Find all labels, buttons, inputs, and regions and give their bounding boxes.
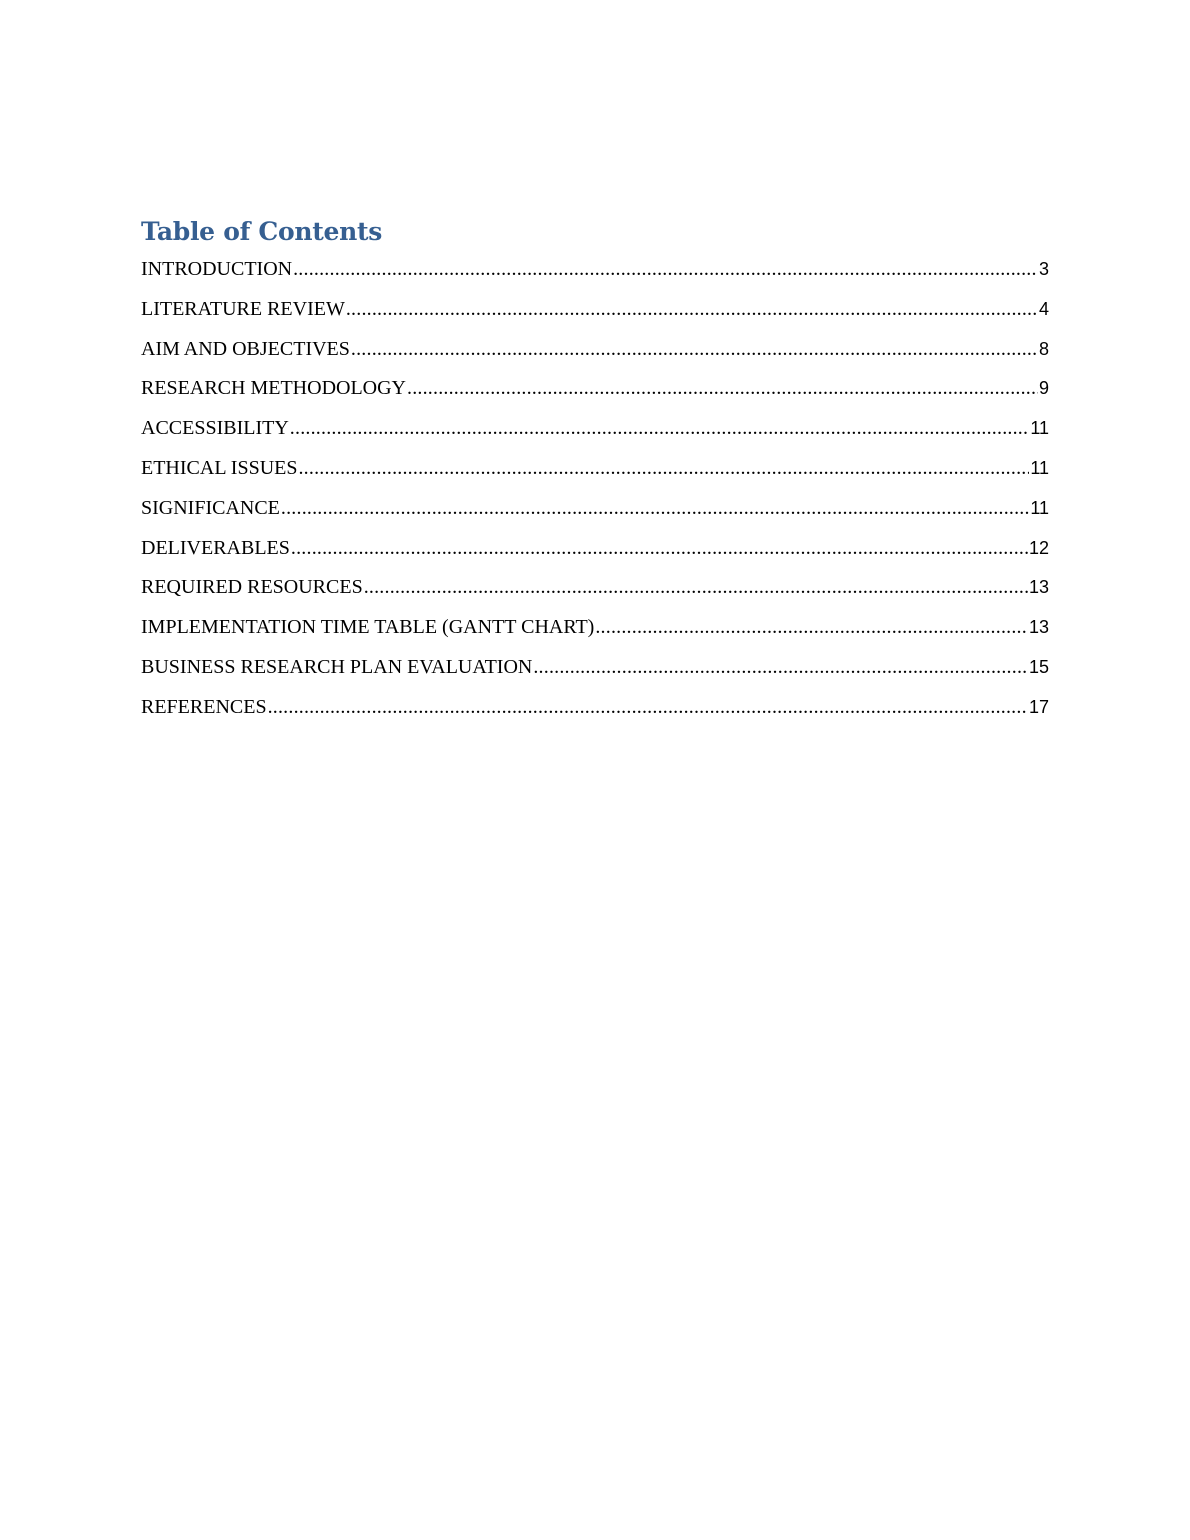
toc-entry-label: RESEARCH METHODOLOGY (141, 377, 406, 400)
toc-dot-leader (268, 694, 1028, 720)
toc-entry[interactable] (141, 256, 1049, 296)
toc-dot-leader (298, 455, 1029, 481)
toc-entry-page: 11 (1030, 457, 1049, 478)
toc-dot-leader (351, 336, 1038, 362)
toc-entry-label: INTRODUCTION (141, 258, 293, 280)
toc-entry-label: AIM AND OBJECTIVES (141, 337, 350, 360)
toc-entry[interactable] (141, 375, 1049, 415)
toc-dot-leader (364, 574, 1028, 600)
toc-entry-page: 8 (1038, 338, 1049, 359)
toc-dot-leader (281, 495, 1029, 521)
toc-entry[interactable] (141, 574, 1049, 614)
toc-entry-page: 9 (1038, 378, 1049, 399)
toc-entry-label: ETHICAL ISSUES (141, 456, 298, 479)
toc-dot-leader (293, 256, 1038, 282)
toc-entry[interactable] (141, 415, 1049, 455)
toc-entry[interactable] (141, 296, 1049, 336)
toc-entry-label: REFERENCES (141, 695, 267, 718)
toc-entry-label: IMPLEMENTATION TIME TABLE (GANTT CHART) (141, 616, 595, 639)
toc-title: Table of Contents (141, 217, 383, 246)
toc-dot-leader (290, 415, 1030, 441)
toc-entry-page: 4 (1038, 298, 1049, 319)
toc-entry[interactable] (141, 336, 1049, 376)
toc-dot-leader (291, 535, 1028, 561)
toc-dot-leader (595, 614, 1028, 640)
toc-dot-leader (533, 654, 1028, 680)
toc-entry[interactable] (141, 455, 1049, 495)
toc-entry-label: SIGNIFICANCE (141, 496, 280, 519)
toc-entry-page: 13 (1028, 577, 1049, 598)
toc-entry-label: BUSINESS RESEARCH PLAN EVALUATION (141, 655, 533, 678)
toc-dot-leader (407, 375, 1038, 401)
toc-entry[interactable] (141, 535, 1049, 575)
toc-entry-page: 3 (1038, 259, 1049, 279)
toc-entry-label: DELIVERABLES (141, 536, 290, 559)
toc-entry-page: 15 (1028, 656, 1049, 677)
toc-list (141, 256, 1049, 734)
toc-entry-page: 12 (1028, 537, 1049, 558)
toc-entry[interactable] (141, 654, 1049, 694)
toc-dot-leader (346, 296, 1038, 322)
toc-entry-page: 11 (1030, 497, 1049, 518)
toc-entry-page: 11 (1030, 418, 1049, 439)
table-of-contents (141, 214, 1049, 734)
toc-entry-page: 17 (1028, 696, 1049, 717)
toc-entry-label: REQUIRED RESOURCES (141, 576, 363, 599)
toc-entry[interactable] (141, 495, 1049, 535)
toc-entry[interactable] (141, 614, 1049, 654)
toc-entry-page: 13 (1028, 617, 1049, 638)
toc-entry-label: LITERATURE REVIEW (141, 297, 345, 320)
toc-entry[interactable] (141, 694, 1049, 734)
toc-entry-label: ACCESSIBILITY (141, 417, 289, 440)
